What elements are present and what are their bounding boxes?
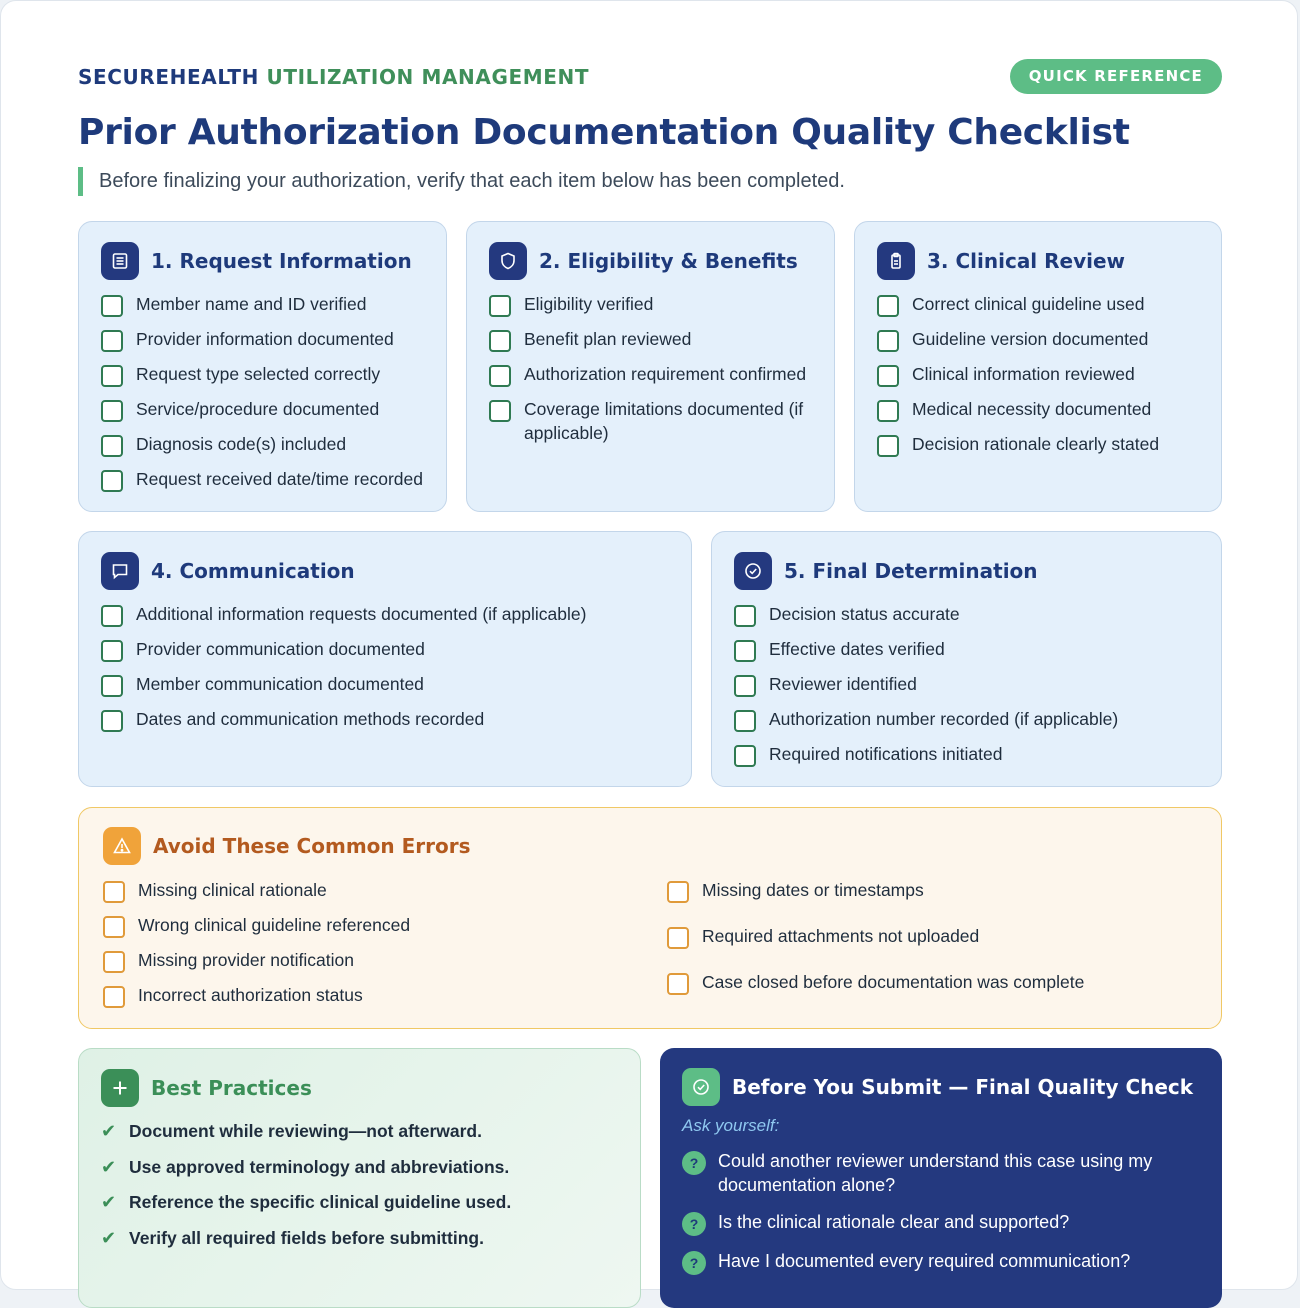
error-item[interactable] <box>103 913 410 938</box>
error-item[interactable] <box>667 878 1084 903</box>
checklist-item[interactable] <box>877 362 1207 387</box>
checklist-item-label: Additional information requests documented (if applicable) <box>136 604 587 624</box>
checklist-item-label: Authorization requirement confirmed <box>524 364 807 384</box>
error-item[interactable] <box>667 924 1084 949</box>
brand-primary: SECUREHEALTH <box>78 65 259 89</box>
checklist-item[interactable] <box>101 432 432 457</box>
checklist-item[interactable] <box>101 707 677 732</box>
best-practices-list <box>101 1119 630 1261</box>
checklist-item[interactable] <box>489 362 820 387</box>
checklist-item[interactable] <box>734 707 1207 732</box>
errors-list-right <box>667 878 1084 1016</box>
error-item-label: Required attachments not uploaded <box>702 926 980 946</box>
checkbox[interactable] <box>667 881 689 903</box>
page-subtitle: Before finalizing your authorization, verify that each item below has been completed. <box>78 167 845 196</box>
checkmark-icon: ✔ <box>101 1121 117 1141</box>
checkbox[interactable] <box>734 675 756 697</box>
checklist-item-label: Required notifications initiated <box>769 744 1003 764</box>
section-title: Before You Submit — Final Quality Check <box>732 1075 1194 1099</box>
checkbox[interactable] <box>734 710 756 732</box>
quality-question-label: Is the clinical rationale clear and supported? <box>718 1212 1070 1232</box>
error-item[interactable] <box>103 983 410 1008</box>
best-practice-label: Use approved terminology and abbreviations. <box>129 1156 510 1177</box>
top-bar <box>78 59 1222 95</box>
checklist-item-label: Request type selected correctly <box>136 364 381 384</box>
checkbox[interactable] <box>734 745 756 767</box>
common-errors-panel <box>78 807 1222 1029</box>
checklist-item-label: Effective dates verified <box>769 639 945 659</box>
question-mark-icon: ? <box>682 1212 706 1236</box>
checkbox[interactable] <box>489 365 511 387</box>
error-item-label: Missing dates or timestamps <box>702 880 924 900</box>
checkbox[interactable] <box>103 916 125 938</box>
section-header <box>682 1069 1193 1105</box>
checklist-item[interactable] <box>101 467 432 492</box>
checklist-item[interactable] <box>877 327 1207 352</box>
checklist-item-label: Clinical information reviewed <box>912 364 1135 384</box>
checkbox[interactable] <box>734 605 756 627</box>
checklist-item[interactable] <box>101 292 432 317</box>
checklist-item[interactable] <box>101 637 677 662</box>
checklist-item[interactable] <box>734 602 1207 627</box>
error-item[interactable] <box>667 970 1084 995</box>
checklist-item[interactable] <box>877 292 1207 317</box>
checkbox[interactable] <box>101 295 123 317</box>
checklist-item-label: Provider communication documented <box>136 639 425 659</box>
section-title: Avoid These Common Errors <box>153 834 471 858</box>
checkbox[interactable] <box>103 986 125 1008</box>
error-item-label: Wrong clinical guideline referenced <box>138 915 411 935</box>
error-item[interactable] <box>103 948 410 973</box>
check-circle-icon <box>682 1068 720 1106</box>
checkbox[interactable] <box>734 640 756 662</box>
checklist-item-label: Dates and communication methods recorded <box>136 709 485 729</box>
error-item-label: Missing clinical rationale <box>138 880 327 900</box>
checkbox[interactable] <box>489 295 511 317</box>
checklist-item[interactable] <box>734 672 1207 697</box>
question-mark-icon: ? <box>682 1251 706 1275</box>
checklist-item-label: Benefit plan reviewed <box>524 329 692 349</box>
checklist-item[interactable] <box>489 397 820 445</box>
best-practice-label: Reference the specific clinical guideline used. <box>129 1192 512 1212</box>
quality-questions-list <box>682 1149 1192 1288</box>
checklist-item-label: Member communication documented <box>136 674 424 694</box>
checkbox[interactable] <box>101 470 123 492</box>
checkbox[interactable] <box>877 295 899 317</box>
checklist-item-label: Guideline version documented <box>912 329 1149 349</box>
checklist-item[interactable] <box>101 602 677 627</box>
ask-yourself-label: Ask yourself: <box>682 1116 780 1135</box>
best-practice-label: Document while reviewing—not afterward. <box>129 1121 482 1141</box>
checkbox[interactable] <box>877 400 899 422</box>
checklist-item[interactable] <box>734 742 1207 767</box>
section-eligibility-benefits <box>466 221 835 512</box>
check-circle-icon <box>734 552 772 590</box>
checklist-item[interactable] <box>101 397 432 422</box>
brand-secondary: UTILIZATION MANAGEMENT <box>266 65 590 89</box>
section-title: 4. Communication <box>151 559 355 583</box>
checklist-item-label: Reviewer identified <box>769 674 917 694</box>
checkmark-icon: ✔ <box>101 1227 117 1248</box>
question-mark-icon: ? <box>682 1151 706 1175</box>
section-title: 2. Eligibility & Benefits <box>539 249 798 273</box>
checkbox[interactable] <box>877 330 899 352</box>
best-practice-item <box>101 1226 630 1250</box>
error-item-label: Case closed before documentation was complete <box>702 972 1085 992</box>
errors-list-left <box>103 878 410 1018</box>
checkbox[interactable] <box>101 640 123 662</box>
error-item[interactable] <box>103 878 410 903</box>
checkbox[interactable] <box>667 927 689 949</box>
section-title: Best Practices <box>151 1076 312 1100</box>
checklist-item[interactable] <box>489 292 820 317</box>
error-item-label: Incorrect authorization status <box>138 985 363 1005</box>
quick-reference-badge: QUICK REFERENCE <box>1010 59 1222 94</box>
section-clinical-review <box>854 221 1222 512</box>
error-item-label: Missing provider notification <box>138 950 354 970</box>
checklist <box>489 292 820 455</box>
quality-question-label: Have I documented every required communication? <box>718 1251 1131 1271</box>
checkmark-icon: ✔ <box>101 1156 117 1177</box>
checklist-item-label: Correct clinical guideline used <box>912 294 1145 314</box>
checklist-item[interactable] <box>101 327 432 352</box>
checklist-item[interactable] <box>877 397 1207 422</box>
section-header <box>877 243 1125 279</box>
checklist-item-label: Service/procedure documented <box>136 399 380 419</box>
quality-question <box>682 1149 1192 1197</box>
checklist-item-label: Decision status accurate <box>769 604 960 624</box>
clipboard-icon <box>877 242 915 280</box>
checklist-item-label: Diagnosis code(s) included <box>136 434 347 454</box>
section-header <box>101 553 355 589</box>
best-practice-item <box>101 1190 630 1214</box>
checklist-item[interactable] <box>489 327 820 352</box>
checkbox[interactable] <box>101 675 123 697</box>
checklist-item-label: Member name and ID verified <box>136 294 367 314</box>
checkbox[interactable] <box>667 973 689 995</box>
section-title: 5. Final Determination <box>784 559 1038 583</box>
checkbox[interactable] <box>103 881 125 903</box>
warning-icon <box>103 827 141 865</box>
checkbox[interactable] <box>877 365 899 387</box>
final-quality-check-panel <box>660 1048 1222 1308</box>
plus-icon <box>101 1069 139 1107</box>
document-icon <box>101 242 139 280</box>
checklist-item[interactable] <box>877 432 1207 457</box>
section-header <box>734 553 1038 589</box>
checkbox[interactable] <box>489 400 511 422</box>
checklist-item-label: Request received date/time recorded <box>136 469 423 489</box>
brand-name <box>78 65 589 89</box>
section-header <box>101 243 412 279</box>
checkbox[interactable] <box>101 400 123 422</box>
quality-question <box>682 1249 1192 1275</box>
checklist-item[interactable] <box>101 362 432 387</box>
section-header <box>101 1070 312 1106</box>
checkbox[interactable] <box>103 951 125 973</box>
checkmark-icon: ✔ <box>101 1192 117 1212</box>
section-request-information <box>78 221 447 512</box>
checkbox[interactable] <box>101 605 123 627</box>
section-title: 1. Request Information <box>151 249 412 273</box>
checklist-item-label: Medical necessity documented <box>912 399 1152 419</box>
checkbox[interactable] <box>489 330 511 352</box>
best-practices-panel <box>78 1048 641 1308</box>
section-header <box>103 828 471 864</box>
checklist-item-label: Coverage limitations documented (if applicable) <box>524 399 804 443</box>
shield-icon <box>489 242 527 280</box>
section-communication <box>78 531 692 787</box>
section-title: 3. Clinical Review <box>927 249 1126 273</box>
checkbox[interactable] <box>877 435 899 457</box>
best-practice-item <box>101 1119 630 1143</box>
checklist-item[interactable] <box>101 672 677 697</box>
quality-question-label: Could another reviewer understand this case using my documentation alone? <box>718 1151 1153 1195</box>
checklist <box>734 602 1207 777</box>
best-practice-item <box>101 1155 630 1179</box>
page-title: Prior Authorization Documentation Quality Checklist <box>78 112 1130 153</box>
checklist-item[interactable] <box>734 637 1207 662</box>
section-header <box>489 243 798 279</box>
checkbox[interactable] <box>101 710 123 732</box>
checkbox[interactable] <box>101 435 123 457</box>
checklist-item-label: Eligibility verified <box>524 294 654 314</box>
checklist <box>101 602 677 742</box>
checkbox[interactable] <box>101 330 123 352</box>
best-practice-label: Verify all required fields before submitting. <box>129 1227 484 1248</box>
checklist-item-label: Decision rationale clearly stated <box>912 434 1160 454</box>
checklist-item-label: Provider information documented <box>136 329 394 349</box>
chat-icon <box>101 552 139 590</box>
checkbox[interactable] <box>101 365 123 387</box>
quality-question <box>682 1210 1192 1236</box>
checklist <box>101 292 432 502</box>
checklist-item-label: Authorization number recorded (if applicable) <box>769 709 1119 729</box>
section-final-determination <box>711 531 1222 787</box>
checklist <box>877 292 1207 467</box>
